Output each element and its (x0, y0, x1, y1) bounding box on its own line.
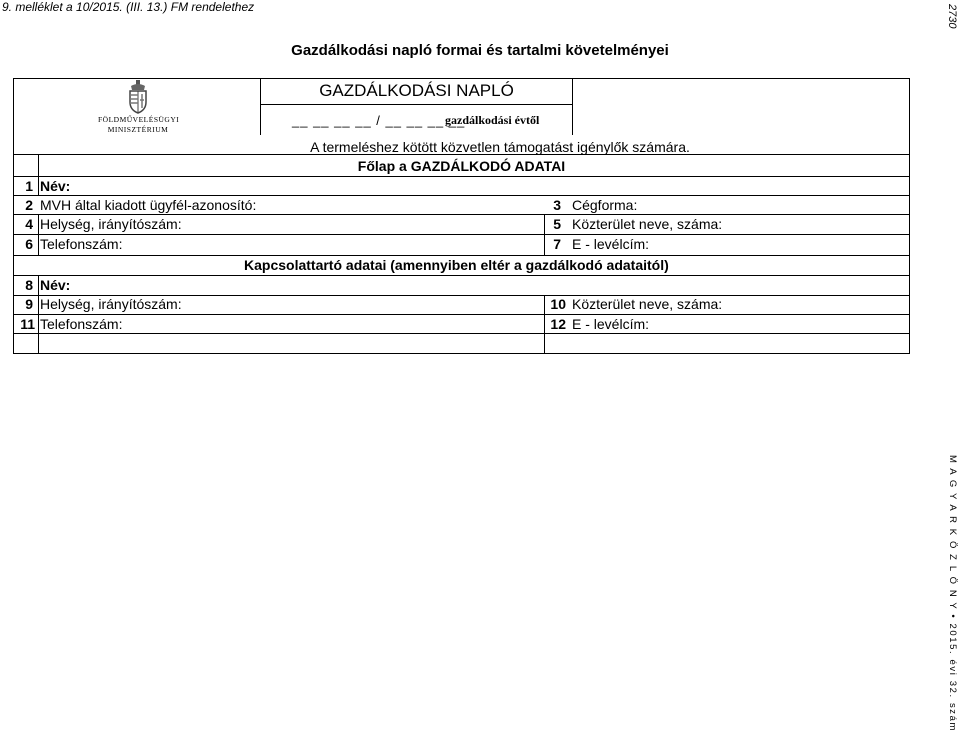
year-blank-field[interactable]: __ __ __ __ / __ __ __ __ (292, 113, 466, 128)
contact-city-zip-field[interactable]: Helység, irányítószám: (40, 296, 182, 312)
grid-line (13, 154, 910, 155)
coat-of-arms-icon (128, 80, 148, 114)
gazette-side-label: M A G Y A R K Ö Z L Ö N Y • 2015. évi 32. szám (947, 455, 958, 732)
field-number: 10 (550, 296, 566, 312)
grid-line (13, 214, 910, 215)
field-number: 2 (25, 197, 33, 213)
grid-line (13, 275, 910, 276)
page-number: 2730 (946, 4, 958, 29)
field-number: 9 (25, 296, 33, 312)
field-number: 4 (25, 216, 33, 232)
phone-field[interactable]: Telefonszám: (40, 236, 123, 252)
ministry-logo (98, 80, 178, 136)
contact-name-field[interactable]: Név: (40, 277, 71, 293)
grid-line (13, 195, 910, 196)
contact-phone-field[interactable]: Telefonszám: (40, 316, 123, 332)
field-number: 8 (25, 277, 33, 293)
field-number: 12 (550, 316, 566, 332)
field-number: 11 (20, 316, 35, 332)
company-form-field[interactable]: Cégforma: (572, 197, 638, 213)
contact-street-field[interactable]: Közterület neve, száma: (572, 296, 723, 312)
annex-reference: 9. melléklet a 10/2015. (III. 13.) FM rendelethez (2, 0, 255, 14)
grid-line (38, 154, 39, 195)
grid-line (38, 275, 39, 354)
field-number: 3 (553, 197, 561, 213)
field-number: 5 (553, 216, 561, 232)
client-id-field[interactable]: MVH által kiadott ügyfél-azonosító: (40, 197, 257, 213)
naplo-title: GAZDÁLKODÁSI NAPLÓ (319, 81, 514, 100)
document-subtitle: A termeléshez kötött közvetlen támogatást igénylők számára. (310, 139, 690, 155)
year-label: gazdálkodási évtől (445, 113, 540, 127)
grid-line (38, 214, 39, 255)
field-number: 6 (25, 236, 33, 252)
grid-line (13, 333, 910, 334)
grid-line (13, 234, 910, 235)
contact-section-title: Kapcsolattartó adatai (amennyiben eltér a gazdálkodó adataitól) (244, 257, 669, 273)
naplo-separator (260, 104, 573, 105)
farmer-name-field[interactable]: Név: (40, 178, 71, 194)
contact-email-field[interactable]: E - levélcím: (572, 316, 650, 332)
grid-line (13, 176, 910, 177)
field-number: 1 (25, 178, 33, 194)
ministry-name-line1: FÖLDMŰVELÉSÜGYI (98, 115, 180, 124)
street-field[interactable]: Közterület neve, száma: (572, 216, 723, 232)
ministry-name-line2: MINISZTÉRIUM (107, 125, 169, 134)
section-title: Főlap a GAZDÁLKODÓ ADATAI (357, 158, 566, 174)
city-zip-field[interactable]: Helység, irányítószám: (40, 216, 182, 232)
grid-line (13, 255, 910, 256)
email-field[interactable]: E - levélcím: (572, 236, 650, 252)
document-heading: Gazdálkodási napló formai és tartalmi követelményei (291, 42, 669, 59)
field-number: 7 (553, 236, 561, 252)
grid-line (13, 314, 910, 315)
